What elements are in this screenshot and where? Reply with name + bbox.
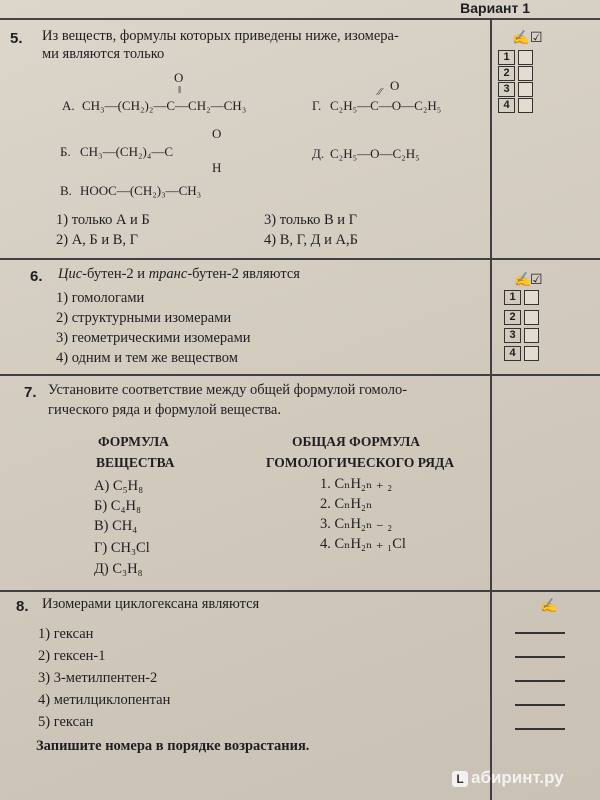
answer-option: 1) гексан	[38, 626, 94, 642]
general-formula: 4. CₙH₂ₙ ₊ ₁Cl	[320, 536, 406, 552]
answer-checkbox[interactable]	[524, 310, 539, 325]
answer-option: 1) только А и Б	[56, 212, 150, 228]
answer-checkbox[interactable]	[518, 50, 533, 65]
formula-v: HOOC—(CH₂)₃—CH₃	[80, 183, 202, 198]
answer-checkbox[interactable]	[524, 290, 539, 305]
substance-formula: Д) C₃H₈	[94, 561, 143, 577]
answer-number-box: 4	[504, 346, 521, 361]
answer-box-row[interactable]	[498, 50, 533, 65]
formula-b: CH₃—(CH₂)₄—C	[80, 144, 174, 159]
question-number: 5.	[10, 30, 23, 47]
watermark-logo	[452, 768, 564, 788]
text-part: -бутен-2 являются	[187, 266, 300, 282]
question-divider	[0, 374, 600, 376]
question-text: Установите соответствие между общей формулой гомоло-	[48, 382, 408, 398]
answer-box-row[interactable]	[504, 328, 539, 343]
formula-label: Д.	[312, 146, 325, 161]
formula-label: Б.	[60, 144, 71, 159]
question-number: 8.	[16, 598, 29, 615]
pen-icon: ✍	[512, 31, 530, 46]
column-heading: ГОМОЛОГИЧЕСКОГО РЯДА	[266, 455, 455, 470]
variant-label: Вариант 1	[460, 0, 530, 16]
question-text	[58, 266, 300, 283]
answer-box-row[interactable]	[498, 82, 533, 97]
watermark-text: абиринт.ру	[471, 768, 564, 787]
answer-number-box: 4	[498, 98, 515, 113]
answer-checkbox[interactable]	[518, 82, 533, 97]
double-bond-mark: ⁄⁄	[378, 86, 382, 98]
formula-label: Г.	[312, 98, 322, 113]
column-heading: ФОРМУЛА	[98, 434, 169, 449]
answer-option: 5) гексан	[38, 714, 94, 730]
answer-option: 2) А, Б и В, Г	[56, 232, 139, 248]
answer-option: 1) гомологами	[56, 290, 145, 306]
carbonyl-oxygen: O	[174, 70, 184, 85]
question-text: ми являются только	[42, 46, 165, 62]
answer-option: 4) метилциклопентан	[38, 692, 171, 708]
pen-icon: ✍	[514, 273, 532, 288]
answer-option: 2) гексен-1	[38, 648, 106, 664]
answer-blank-line[interactable]	[515, 704, 565, 706]
answer-blank-line[interactable]	[515, 656, 565, 658]
answer-box-row[interactable]	[504, 290, 539, 305]
column-heading: ВЕЩЕСТВА	[96, 455, 175, 470]
labirint-logo-icon: L	[452, 771, 468, 787]
instruction-text: Запишите номера в порядке возрастания.	[36, 738, 310, 754]
answer-number-box: 1	[498, 50, 515, 65]
double-bond-mark: ‖	[178, 84, 182, 96]
general-formula: 2. CₙH₂ₙ	[320, 496, 373, 512]
question-divider	[0, 258, 600, 260]
answer-number-box: 1	[504, 290, 521, 305]
answer-box-row[interactable]	[498, 98, 533, 113]
substance-formula: Б) C₄H₈	[94, 498, 142, 514]
question-number: 6.	[30, 268, 43, 285]
answer-number-box: 2	[498, 66, 515, 81]
column-heading: ОБЩАЯ ФОРМУЛА	[292, 434, 421, 449]
answer-option: 4) В, Г, Д и А,Б	[264, 232, 358, 248]
checkbox-checked-icon: ☑	[530, 273, 543, 288]
substance-formula: В) CH₄	[94, 518, 138, 534]
pen-icon: ✍	[540, 599, 558, 614]
formula-g: C₂H₅—C—O—C₂H₅	[330, 98, 442, 113]
question-number: 7.	[24, 384, 37, 401]
checkbox-checked-icon: ☑	[530, 31, 543, 46]
formula-a: CH₃—(CH₂)₂—C—CH₂—CH₃	[82, 98, 247, 113]
answer-box-row[interactable]	[504, 310, 539, 325]
question-text: Из веществ, формулы которых приведены ниже, изомера-	[42, 28, 399, 44]
answer-option: 3) 3-метилпентен-2	[38, 670, 158, 686]
italic-term: Цис	[58, 266, 83, 282]
answer-option: 3) геометрическими изомерами	[56, 330, 251, 346]
answer-number-box: 3	[504, 328, 521, 343]
carbonyl-oxygen: O	[212, 126, 222, 141]
formula-d: C₂H₅—O—C₂H₅	[330, 146, 420, 161]
italic-term: транс	[148, 266, 188, 282]
answer-checkbox[interactable]	[524, 346, 539, 361]
page-header	[0, 0, 600, 20]
text-part: -бутен-2 и	[82, 266, 149, 282]
answer-option: 3) только В и Г	[264, 212, 358, 228]
answer-box-row[interactable]	[504, 346, 539, 361]
aldehyde-hydrogen: H	[212, 160, 222, 175]
formula-label: В.	[60, 183, 72, 198]
answer-blank-line[interactable]	[515, 728, 565, 730]
answer-option: 2) структурными изомерами	[56, 310, 232, 326]
question-text: гического ряда и формулой вещества.	[48, 402, 281, 418]
answer-box-row[interactable]	[498, 66, 533, 81]
carbonyl-oxygen: O	[390, 78, 400, 93]
answer-blank-line[interactable]	[515, 680, 565, 682]
general-formula: 3. CₙH₂ₙ ₋ ₂	[320, 516, 393, 532]
answer-checkbox[interactable]	[518, 98, 533, 113]
answer-column-divider	[490, 18, 492, 800]
answer-checkbox[interactable]	[518, 66, 533, 81]
formula-label: А.	[62, 98, 75, 113]
answer-blank-line[interactable]	[515, 632, 565, 634]
question-divider	[0, 590, 600, 592]
answer-number-box: 3	[498, 82, 515, 97]
answer-checkbox[interactable]	[524, 328, 539, 343]
question-text: Изомерами циклогексана являются	[42, 596, 260, 612]
answer-number-box: 2	[504, 310, 521, 325]
substance-formula: А) C₅H₈	[94, 478, 144, 494]
substance-formula: Г) CH₃Cl	[94, 540, 150, 556]
general-formula: 1. CₙH₂ₙ ₊ ₂	[320, 476, 393, 492]
answer-option: 4) одним и тем же веществом	[56, 350, 238, 366]
